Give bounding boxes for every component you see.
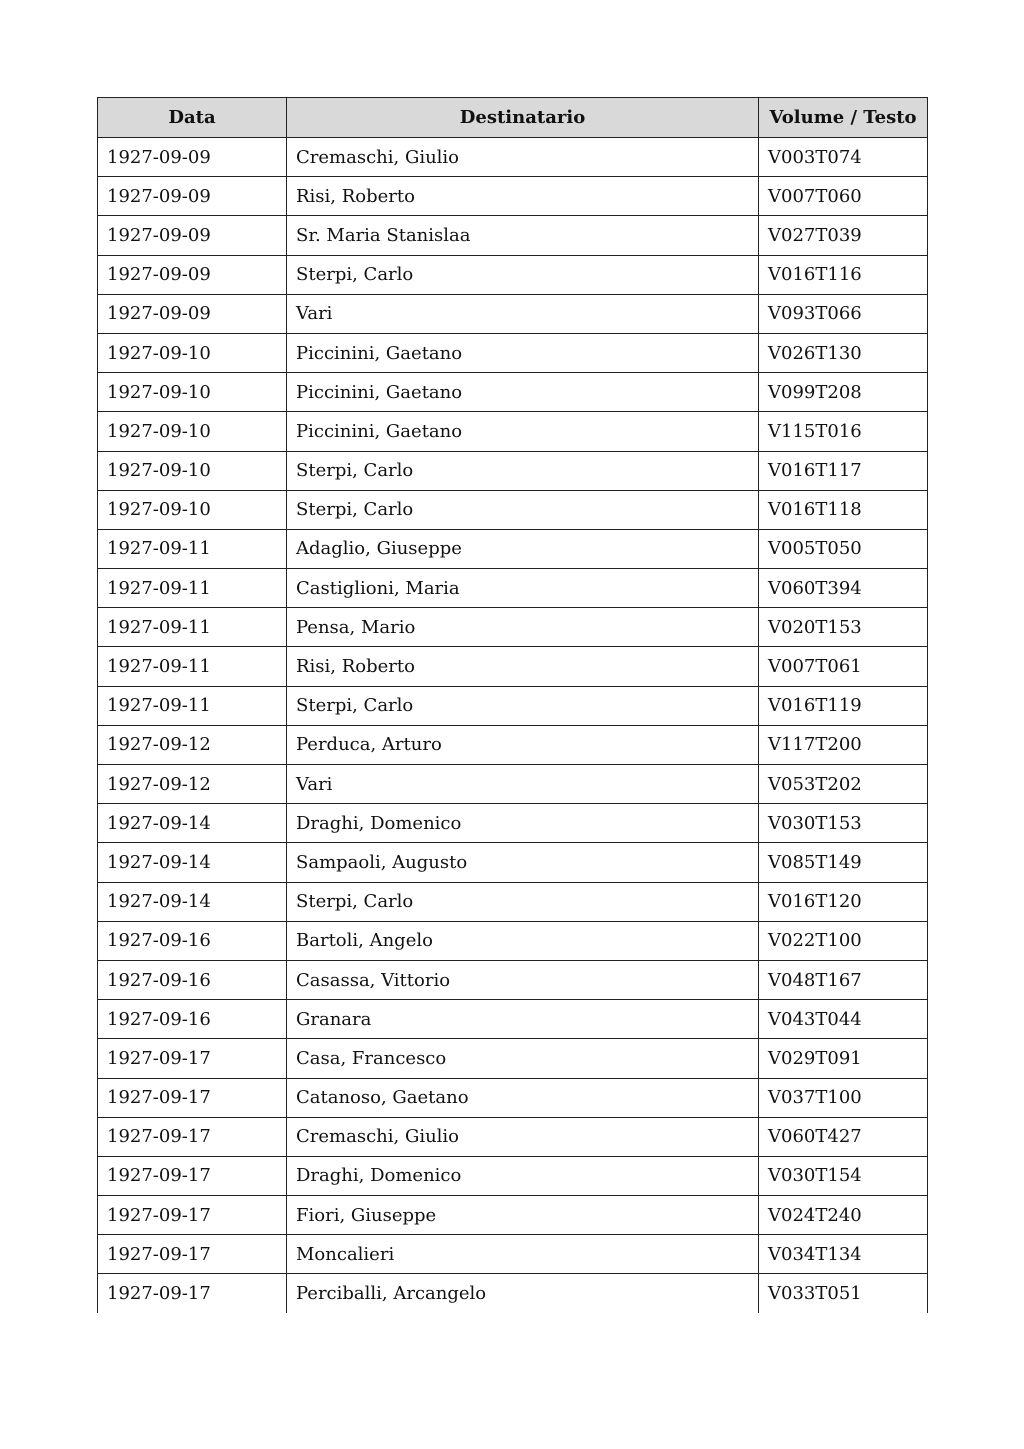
cell-volume-text: V033T051 — [759, 1274, 928, 1313]
table-row — [98, 843, 928, 882]
table-row — [98, 138, 928, 177]
table-row — [98, 216, 928, 255]
cell-recipient: Sr. Maria Stanislaa — [287, 216, 759, 255]
cell-date: 1927-09-14 — [98, 882, 287, 921]
cell-volume-text: V093T066 — [759, 294, 928, 333]
table-row — [98, 1196, 928, 1235]
cell-recipient: Moncalieri — [287, 1235, 759, 1274]
table-row — [98, 921, 928, 960]
table-row — [98, 569, 928, 608]
cell-volume-text: V053T202 — [759, 765, 928, 804]
table-header — [98, 98, 928, 138]
cell-recipient: Pensa, Mario — [287, 608, 759, 647]
cell-recipient: Risi, Roberto — [287, 177, 759, 216]
cell-recipient: Sterpi, Carlo — [287, 451, 759, 490]
table-row — [98, 177, 928, 216]
cell-volume-text: V060T427 — [759, 1117, 928, 1156]
cell-recipient: Perduca, Arturo — [287, 725, 759, 764]
cell-recipient: Castiglioni, Maria — [287, 569, 759, 608]
table-row — [98, 1156, 928, 1195]
cell-recipient: Catanoso, Gaetano — [287, 1078, 759, 1117]
table-row — [98, 608, 928, 647]
cell-volume-text: V029T091 — [759, 1039, 928, 1078]
cell-volume-text: V030T154 — [759, 1156, 928, 1195]
table-body — [98, 138, 928, 1314]
table-row — [98, 529, 928, 568]
cell-date: 1927-09-10 — [98, 412, 287, 451]
table-row — [98, 647, 928, 686]
cell-recipient: Fiori, Giuseppe — [287, 1196, 759, 1235]
table-row — [98, 412, 928, 451]
cell-date: 1927-09-14 — [98, 843, 287, 882]
cell-recipient: Vari — [287, 294, 759, 333]
table-row — [98, 960, 928, 999]
cell-recipient: Draghi, Domenico — [287, 804, 759, 843]
cell-date: 1927-09-17 — [98, 1117, 287, 1156]
cell-volume-text: V024T240 — [759, 1196, 928, 1235]
cell-date: 1927-09-17 — [98, 1274, 287, 1313]
cell-date: 1927-09-12 — [98, 725, 287, 764]
cell-recipient: Sterpi, Carlo — [287, 882, 759, 921]
cell-volume-text: V099T208 — [759, 373, 928, 412]
cell-date: 1927-09-11 — [98, 529, 287, 568]
table-row — [98, 882, 928, 921]
cell-recipient: Perciballi, Arcangelo — [287, 1274, 759, 1313]
cell-date: 1927-09-17 — [98, 1039, 287, 1078]
table-row — [98, 294, 928, 333]
cell-date: 1927-09-11 — [98, 608, 287, 647]
cell-volume-text: V048T167 — [759, 960, 928, 999]
letters-table-container — [97, 97, 927, 1313]
cell-recipient: Cremaschi, Giulio — [287, 138, 759, 177]
table-row — [98, 1078, 928, 1117]
cell-date: 1927-09-10 — [98, 333, 287, 372]
cell-date: 1927-09-09 — [98, 294, 287, 333]
cell-volume-text: V026T130 — [759, 333, 928, 372]
table-row — [98, 725, 928, 764]
cell-date: 1927-09-11 — [98, 569, 287, 608]
cell-volume-text: V030T153 — [759, 804, 928, 843]
table-row — [98, 1274, 928, 1313]
table-row — [98, 373, 928, 412]
cell-date: 1927-09-09 — [98, 177, 287, 216]
column-header-date: Data — [98, 98, 287, 138]
cell-volume-text: V007T061 — [759, 647, 928, 686]
cell-date: 1927-09-10 — [98, 373, 287, 412]
cell-volume-text: V003T074 — [759, 138, 928, 177]
cell-recipient: Casassa, Vittorio — [287, 960, 759, 999]
cell-volume-text: V037T100 — [759, 1078, 928, 1117]
table-row — [98, 1235, 928, 1274]
cell-volume-text: V115T016 — [759, 412, 928, 451]
cell-volume-text: V060T394 — [759, 569, 928, 608]
table-row — [98, 1117, 928, 1156]
cell-date: 1927-09-17 — [98, 1156, 287, 1195]
cell-date: 1927-09-09 — [98, 255, 287, 294]
cell-date: 1927-09-11 — [98, 686, 287, 725]
column-header-recipient: Destinatario — [287, 98, 759, 138]
cell-volume-text: V027T039 — [759, 216, 928, 255]
cell-volume-text: V016T116 — [759, 255, 928, 294]
cell-recipient: Sampaoli, Augusto — [287, 843, 759, 882]
table-row — [98, 804, 928, 843]
cell-recipient: Piccinini, Gaetano — [287, 412, 759, 451]
cell-date: 1927-09-09 — [98, 138, 287, 177]
table-row — [98, 255, 928, 294]
column-header-volume-text: Volume / Testo — [759, 98, 928, 138]
cell-date: 1927-09-12 — [98, 765, 287, 804]
table-header-row — [98, 98, 928, 138]
cell-volume-text: V043T044 — [759, 1000, 928, 1039]
cell-volume-text: V016T120 — [759, 882, 928, 921]
cell-date: 1927-09-17 — [98, 1196, 287, 1235]
cell-recipient: Sterpi, Carlo — [287, 255, 759, 294]
table-row — [98, 490, 928, 529]
cell-recipient: Sterpi, Carlo — [287, 490, 759, 529]
cell-volume-text: V022T100 — [759, 921, 928, 960]
cell-volume-text: V117T200 — [759, 725, 928, 764]
cell-date: 1927-09-17 — [98, 1235, 287, 1274]
cell-volume-text: V085T149 — [759, 843, 928, 882]
cell-date: 1927-09-11 — [98, 647, 287, 686]
table-row — [98, 686, 928, 725]
cell-date: 1927-09-10 — [98, 490, 287, 529]
cell-recipient: Draghi, Domenico — [287, 1156, 759, 1195]
table-row — [98, 451, 928, 490]
cell-volume-text: V016T119 — [759, 686, 928, 725]
cell-volume-text: V020T153 — [759, 608, 928, 647]
cell-recipient: Piccinini, Gaetano — [287, 333, 759, 372]
cell-recipient: Piccinini, Gaetano — [287, 373, 759, 412]
cell-recipient: Casa, Francesco — [287, 1039, 759, 1078]
cell-recipient: Cremaschi, Giulio — [287, 1117, 759, 1156]
cell-recipient: Risi, Roberto — [287, 647, 759, 686]
cell-volume-text: V005T050 — [759, 529, 928, 568]
cell-date: 1927-09-09 — [98, 216, 287, 255]
cell-date: 1927-09-17 — [98, 1078, 287, 1117]
cell-volume-text: V034T134 — [759, 1235, 928, 1274]
cell-recipient: Adaglio, Giuseppe — [287, 529, 759, 568]
cell-volume-text: V016T118 — [759, 490, 928, 529]
cell-date: 1927-09-16 — [98, 1000, 287, 1039]
table-row — [98, 765, 928, 804]
cell-date: 1927-09-14 — [98, 804, 287, 843]
cell-volume-text: V016T117 — [759, 451, 928, 490]
cell-recipient: Granara — [287, 1000, 759, 1039]
table-row — [98, 333, 928, 372]
cell-recipient: Sterpi, Carlo — [287, 686, 759, 725]
cell-recipient: Bartoli, Angelo — [287, 921, 759, 960]
table-row — [98, 1000, 928, 1039]
table-row — [98, 1039, 928, 1078]
letters-table — [97, 97, 928, 1313]
cell-date: 1927-09-10 — [98, 451, 287, 490]
cell-date: 1927-09-16 — [98, 960, 287, 999]
cell-volume-text: V007T060 — [759, 177, 928, 216]
cell-date: 1927-09-16 — [98, 921, 287, 960]
cell-recipient: Vari — [287, 765, 759, 804]
